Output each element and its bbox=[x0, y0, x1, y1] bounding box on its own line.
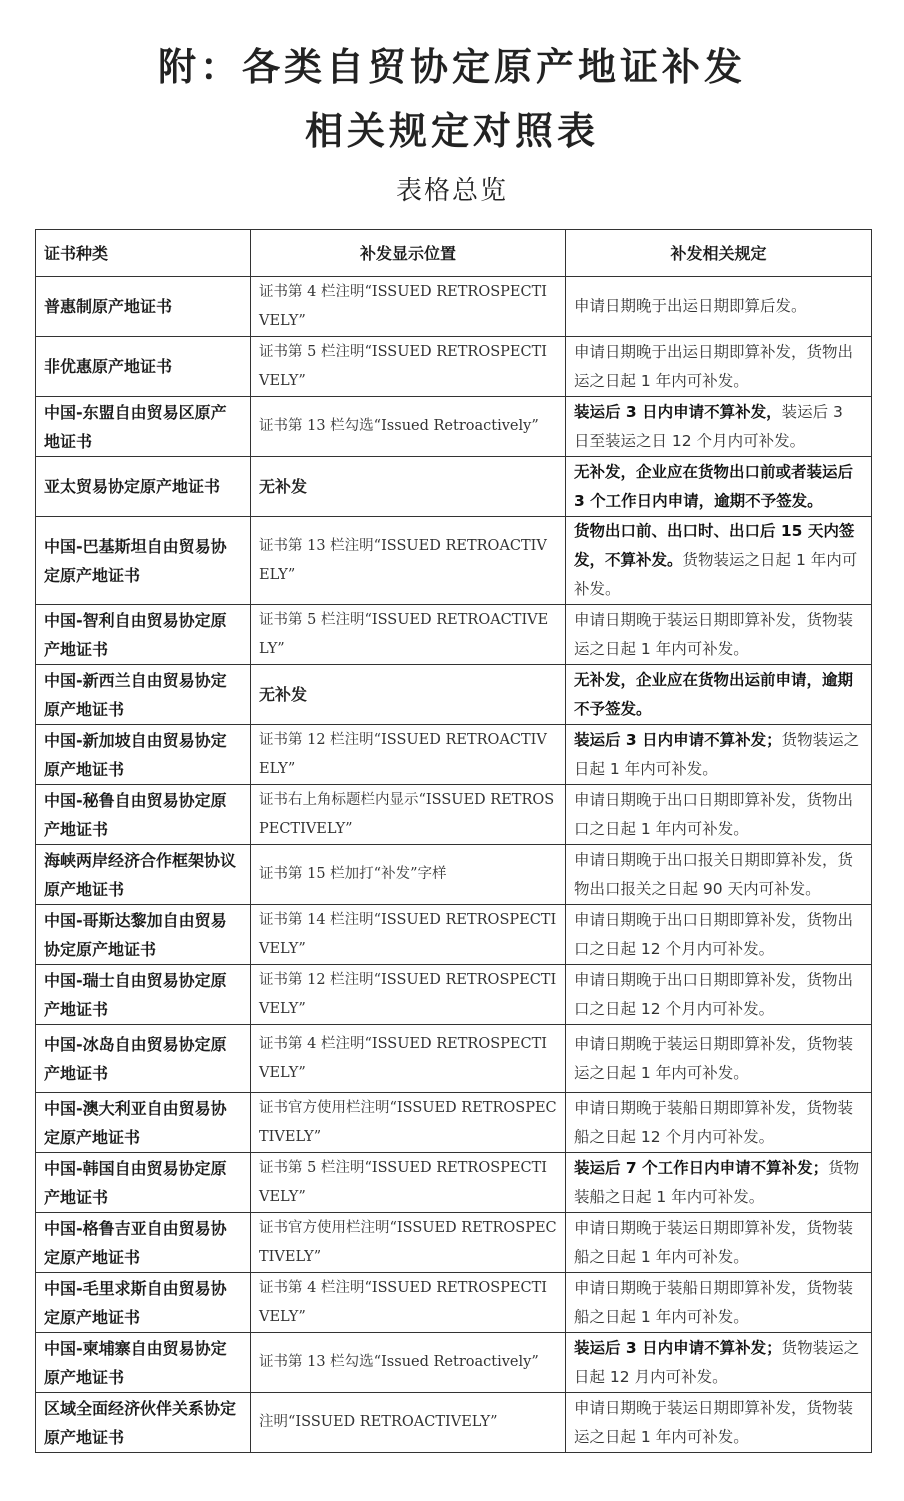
cert-type-cell: 普惠制原产地证书 bbox=[36, 277, 251, 337]
cert-type-cell: 中国-韩国自由贸易协定原产地证书 bbox=[36, 1153, 251, 1213]
rule-cell bbox=[566, 725, 872, 785]
rule-cell bbox=[566, 1093, 872, 1153]
table-header-row bbox=[36, 230, 872, 277]
display-position-cell: 证书第 13 栏勾选“Issued Retroactively” bbox=[251, 1333, 566, 1393]
page-title-line-1: 附：各类自贸协定原产地证补发 bbox=[157, 45, 746, 89]
table-body bbox=[36, 277, 872, 1453]
rule-text: 货物装运之日起 12 月内可补发。 bbox=[574, 1338, 860, 1386]
display-position-cell: 无补发 bbox=[251, 457, 566, 517]
table-row bbox=[36, 337, 872, 397]
display-position-cell: 证书第 5 栏注明“ISSUED RETROSPECTIVELY” bbox=[251, 337, 566, 397]
rule-cell bbox=[566, 1025, 872, 1093]
rule-emphasis: 装运后 3 日内申请不算补发； bbox=[574, 730, 782, 749]
cert-type-cell: 中国-毛里求斯自由贸易协定原产地证书 bbox=[36, 1273, 251, 1333]
rule-emphasis: 无补发，企业应在货物出口前或者装运后 3 个工作日内申请，逾期不予签发。 bbox=[574, 462, 854, 510]
rule-emphasis: 装运后 3 日内申请不算补发； bbox=[574, 1338, 782, 1357]
column-header-cert-type: 证书种类 bbox=[36, 230, 251, 277]
table-row bbox=[36, 277, 872, 337]
table-row bbox=[36, 605, 872, 665]
rule-text: 申请日期晚于出口报关日期即算补发，货物出口报关之日起 90 天内可补发。 bbox=[574, 850, 854, 898]
rule-cell bbox=[566, 1273, 872, 1333]
table-row bbox=[36, 517, 872, 605]
table-row bbox=[36, 725, 872, 785]
table-row bbox=[36, 397, 872, 457]
rule-cell bbox=[566, 1153, 872, 1213]
comparison-table bbox=[35, 229, 872, 1453]
cert-type-cell: 中国-秘鲁自由贸易协定原产地证书 bbox=[36, 785, 251, 845]
rule-text: 申请日期晚于出口日期即算补发，货物出口之日起 12 个月内可补发。 bbox=[574, 970, 854, 1018]
cert-type-cell: 中国-哥斯达黎加自由贸易协定原产地证书 bbox=[36, 905, 251, 965]
rule-emphasis: 装运后 3 日内申请不算补发， bbox=[574, 402, 782, 421]
table-row bbox=[36, 1093, 872, 1153]
rule-text: 申请日期晚于出运日期即算后发。 bbox=[574, 297, 807, 315]
display-position-cell: 证书第 5 栏注明“ISSUED RETROSPECTIVELY” bbox=[251, 1153, 566, 1213]
cert-type-cell: 中国-巴基斯坦自由贸易协定原产地证书 bbox=[36, 517, 251, 605]
table-row bbox=[36, 1213, 872, 1273]
cert-type-cell: 区域全面经济伙伴关系协定原产地证书 bbox=[36, 1393, 251, 1453]
display-position-cell: 证书第 15 栏加打“补发”字样 bbox=[251, 845, 566, 905]
cert-type-cell: 中国-新加坡自由贸易协定原产地证书 bbox=[36, 725, 251, 785]
rule-text: 申请日期晚于装船日期即算补发，货物装船之日起 1 年内可补发。 bbox=[574, 1278, 854, 1326]
cert-type-cell: 中国-瑞士自由贸易协定原产地证书 bbox=[36, 965, 251, 1025]
cert-type-cell: 中国-东盟自由贸易区原产地证书 bbox=[36, 397, 251, 457]
display-position-cell: 证书第 12 栏注明“ISSUED RETROSPECTIVELY” bbox=[251, 965, 566, 1025]
column-header-rules: 补发相关规定 bbox=[566, 230, 872, 277]
rule-text: 申请日期晚于装运日期即算补发，货物装运之日起 1 年内可补发。 bbox=[574, 1398, 854, 1446]
page-subtitle: 表格总览 bbox=[395, 176, 508, 206]
rule-cell bbox=[566, 277, 872, 337]
display-position-cell: 证书第 4 栏注明“ISSUED RETROSPECTIVELY” bbox=[251, 1273, 566, 1333]
cert-type-cell: 中国-新西兰自由贸易协定原产地证书 bbox=[36, 665, 251, 725]
cert-type-cell: 中国-柬埔寨自由贸易协定原产地证书 bbox=[36, 1333, 251, 1393]
rule-cell bbox=[566, 905, 872, 965]
display-position-cell: 证书第 4 栏注明“ISSUED RETROSPECTIVELY” bbox=[251, 277, 566, 337]
rule-cell bbox=[566, 397, 872, 457]
rule-cell bbox=[566, 845, 872, 905]
cert-type-cell: 海峡两岸经济合作框架协议原产地证书 bbox=[36, 845, 251, 905]
table-row bbox=[36, 905, 872, 965]
table-row bbox=[36, 1333, 872, 1393]
rule-cell bbox=[566, 457, 872, 517]
display-position-cell: 证书第 4 栏注明“ISSUED RETROSPECTIVELY” bbox=[251, 1025, 566, 1093]
rule-text: 申请日期晚于出运日期即算补发，货物出运之日起 1 年内可补发。 bbox=[574, 342, 854, 390]
table-row bbox=[36, 1025, 872, 1093]
table-row bbox=[36, 845, 872, 905]
display-position-cell: 注明“ISSUED RETROACTIVELY” bbox=[251, 1393, 566, 1453]
cert-type-cell: 中国-澳大利亚自由贸易协定原产地证书 bbox=[36, 1093, 251, 1153]
rule-text: 货物装运之日起 1 年内可补发。 bbox=[574, 551, 858, 598]
rule-emphasis: 无补发，企业应在货物出运前申请，逾期不予签发。 bbox=[574, 670, 854, 718]
table-row bbox=[36, 1393, 872, 1453]
table-row bbox=[36, 785, 872, 845]
rule-cell bbox=[566, 605, 872, 665]
rule-text: 申请日期晚于出口日期即算补发，货物出口之日起 1 年内可补发。 bbox=[574, 790, 854, 838]
rule-emphasis: 货物出口前、出口时、出口后 15 天内签发，不算补发。 bbox=[574, 522, 855, 569]
cert-type-cell: 中国-智利自由贸易协定原产地证书 bbox=[36, 605, 251, 665]
display-position-cell: 证书第 5 栏注明“ISSUED RETROACTIVELY” bbox=[251, 605, 566, 665]
rule-cell bbox=[566, 337, 872, 397]
display-position-cell: 证书第 13 栏勾选“Issued Retroactively” bbox=[251, 397, 566, 457]
cert-type-cell: 非优惠原产地证书 bbox=[36, 337, 251, 397]
rule-cell bbox=[566, 1333, 872, 1393]
table-row bbox=[36, 457, 872, 517]
rule-emphasis: 装运后 7 个工作日内申请不算补发； bbox=[574, 1158, 829, 1177]
page-title-line-2: 相关规定对照表 bbox=[304, 109, 599, 153]
rule-cell bbox=[566, 1213, 872, 1273]
table-row bbox=[36, 665, 872, 725]
cert-type-cell: 中国-冰岛自由贸易协定原产地证书 bbox=[36, 1025, 251, 1093]
display-position-cell: 证书第 13 栏注明“ISSUED RETROACTIVELY” bbox=[251, 517, 566, 605]
display-position-cell: 证书官方使用栏注明“ISSUED RETROSPECTIVELY” bbox=[251, 1213, 566, 1273]
table-row bbox=[36, 1153, 872, 1213]
cert-type-cell: 亚太贸易协定原产地证书 bbox=[36, 457, 251, 517]
display-position-cell: 无补发 bbox=[251, 665, 566, 725]
rule-cell bbox=[566, 517, 872, 605]
rule-cell bbox=[566, 965, 872, 1025]
rule-cell bbox=[566, 1393, 872, 1453]
display-position-cell: 证书第 14 栏注明“ISSUED RETROSPECTIVELY” bbox=[251, 905, 566, 965]
rule-text: 装运后 3 日至装运之日 12 个月内可补发。 bbox=[574, 402, 843, 450]
rule-text: 货物装运之日起 1 年内可补发。 bbox=[574, 730, 860, 778]
rule-cell bbox=[566, 785, 872, 845]
rule-text: 申请日期晚于装运日期即算补发，货物装船之日起 1 年内可补发。 bbox=[574, 1218, 854, 1266]
table-row bbox=[36, 1273, 872, 1333]
display-position-cell: 证书右上角标题栏内显示“ISSUED RETROSPECTIVELY” bbox=[251, 785, 566, 845]
column-header-display-position: 补发显示位置 bbox=[251, 230, 566, 277]
rule-cell bbox=[566, 665, 872, 725]
rule-text: 申请日期晚于装船日期即算补发，货物装船之日起 12 个月内可补发。 bbox=[574, 1098, 854, 1146]
table-row bbox=[36, 965, 872, 1025]
rule-text: 货物装船之日起 1 年内可补发。 bbox=[574, 1158, 860, 1206]
display-position-cell: 证书第 12 栏注明“ISSUED RETROACTIVELY” bbox=[251, 725, 566, 785]
cert-type-cell: 中国-格鲁吉亚自由贸易协定原产地证书 bbox=[36, 1213, 251, 1273]
rule-text: 申请日期晚于装运日期即算补发，货物装运之日起 1 年内可补发。 bbox=[574, 610, 854, 658]
rule-text: 申请日期晚于装运日期即算补发，货物装运之日起 1 年内可补发。 bbox=[574, 1034, 854, 1082]
rule-text: 申请日期晚于出口日期即算补发，货物出口之日起 12 个月内可补发。 bbox=[574, 910, 854, 958]
display-position-cell: 证书官方使用栏注明“ISSUED RETROSPECTIVELY” bbox=[251, 1093, 566, 1153]
